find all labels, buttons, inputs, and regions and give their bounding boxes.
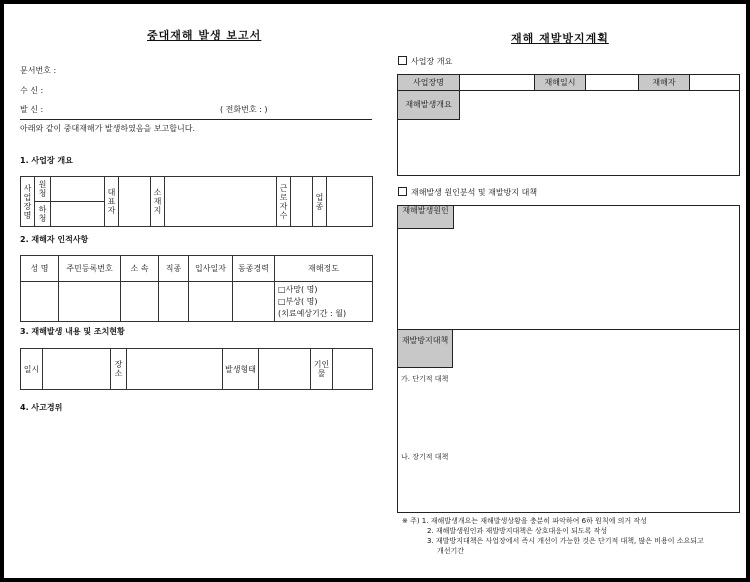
- job-cell[interactable]: [159, 282, 189, 322]
- plan-title: 재해 재발방지계획: [511, 32, 609, 45]
- sub-name-cell[interactable]: [51, 202, 105, 227]
- workers-cell[interactable]: [291, 177, 313, 227]
- short-term-label: 가. 단기적 대책: [401, 375, 449, 383]
- note-4: 개선기간: [437, 547, 465, 555]
- header-divider: [20, 119, 372, 120]
- plan-section-1-heading: 사업장 개요: [398, 56, 452, 67]
- plan-cell-divider: [459, 74, 460, 90]
- doc-number-label: 문서번호 :: [20, 66, 57, 75]
- cause-label: 재해발생원인: [398, 206, 454, 229]
- checkbox-icon: [398, 56, 407, 65]
- section-2-heading: 2. 재해자 인적사항: [20, 235, 89, 244]
- treatment-period: (치료예상기간 : 월): [278, 308, 347, 318]
- recipient-label: 수 신 :: [20, 86, 44, 95]
- sub-label: 하청: [35, 202, 51, 227]
- plan-section-2-heading: 재해발생 원인분석 및 재발방지 대책: [398, 187, 537, 198]
- long-term-label: 나. 장기적 대책: [401, 453, 449, 461]
- sender-label: 발 신 :: [20, 105, 44, 114]
- col-job: 직종: [159, 256, 189, 282]
- section-1-heading: 1. 사업장 개요: [20, 156, 73, 165]
- plan-cell-divider: [689, 74, 690, 90]
- plan-date-label: 재해일시: [535, 75, 585, 90]
- col-hire-date: 입사일자: [189, 256, 233, 282]
- industry-cell[interactable]: [327, 177, 373, 227]
- hire-date-cell[interactable]: [189, 282, 233, 322]
- place-label: 장소: [111, 349, 127, 390]
- workplace-overview-table: [20, 176, 373, 227]
- datetime-label: 일시: [21, 349, 43, 390]
- industry-label: 업종: [313, 177, 327, 227]
- cause-label: 기인물: [311, 349, 333, 390]
- col-affiliation: 소 속: [121, 256, 159, 282]
- address-label: 소재지: [151, 177, 165, 227]
- datetime-cell[interactable]: [43, 349, 111, 390]
- col-experience: 동종경력: [233, 256, 275, 282]
- name-cell[interactable]: [21, 282, 59, 322]
- affiliation-cell[interactable]: [121, 282, 159, 322]
- workers-label: 근로자수: [277, 177, 291, 227]
- phone-label: ( 전화번호 : ): [220, 105, 268, 114]
- plan-cell-divider: [585, 74, 586, 90]
- injury-count: □부상( 명): [278, 296, 318, 306]
- section-4-heading: 4. 사고경위: [20, 403, 63, 412]
- place-cell[interactable]: [127, 349, 223, 390]
- accident-status-table: [20, 348, 373, 390]
- prime-label: 원청: [35, 177, 51, 202]
- type-cell[interactable]: [259, 349, 311, 390]
- col-id-number: 주민등록번호: [59, 256, 121, 282]
- biz-name-label: 사업장명: [21, 177, 35, 227]
- checkbox-icon: [398, 187, 407, 196]
- address-cell[interactable]: [165, 177, 277, 227]
- col-name: 성 명: [21, 256, 59, 282]
- id-number-cell[interactable]: [59, 282, 121, 322]
- intro-text: 아래와 같이 중대재해가 발생하였음을 보고합니다.: [20, 124, 196, 133]
- cause-cell[interactable]: [333, 349, 373, 390]
- note-2: 2. 재해발생원인과 재발방지대책은 상호대응이 되도록 작성: [427, 527, 608, 535]
- death-count: □사망( 명): [278, 284, 318, 294]
- note-3: 3. 재발방지대책은 사업장에서 즉시 개선이 가능한 것은 단기적 대책, 많은 비용이 소요되고: [427, 537, 704, 545]
- prevention-label: 재발방지대책: [398, 330, 453, 368]
- report-title: 중대재해 발생 보고서: [147, 29, 262, 42]
- prime-name-cell[interactable]: [51, 177, 105, 202]
- victim-info-table: [20, 255, 373, 322]
- type-label: 발생형태: [223, 349, 259, 390]
- section-3-heading: 3. 재해발생 내용 및 조치현황: [20, 327, 125, 336]
- plan-biz-name-label: 사업장명: [398, 75, 459, 90]
- plan-overview-label: 재해발생개요: [398, 91, 460, 120]
- note-1: ※ 주) 1. 재해발생개요는 재해발생상황을 충분히 파악하여 6하 원칙에 의거 작성: [402, 517, 647, 525]
- plan-victim-label: 재해자: [639, 75, 689, 90]
- experience-cell[interactable]: [233, 282, 275, 322]
- rep-label: 대표자: [105, 177, 119, 227]
- rep-cell[interactable]: [119, 177, 151, 227]
- col-injury-degree: 재해정도: [275, 256, 373, 282]
- injury-degree-cell[interactable]: [275, 282, 373, 322]
